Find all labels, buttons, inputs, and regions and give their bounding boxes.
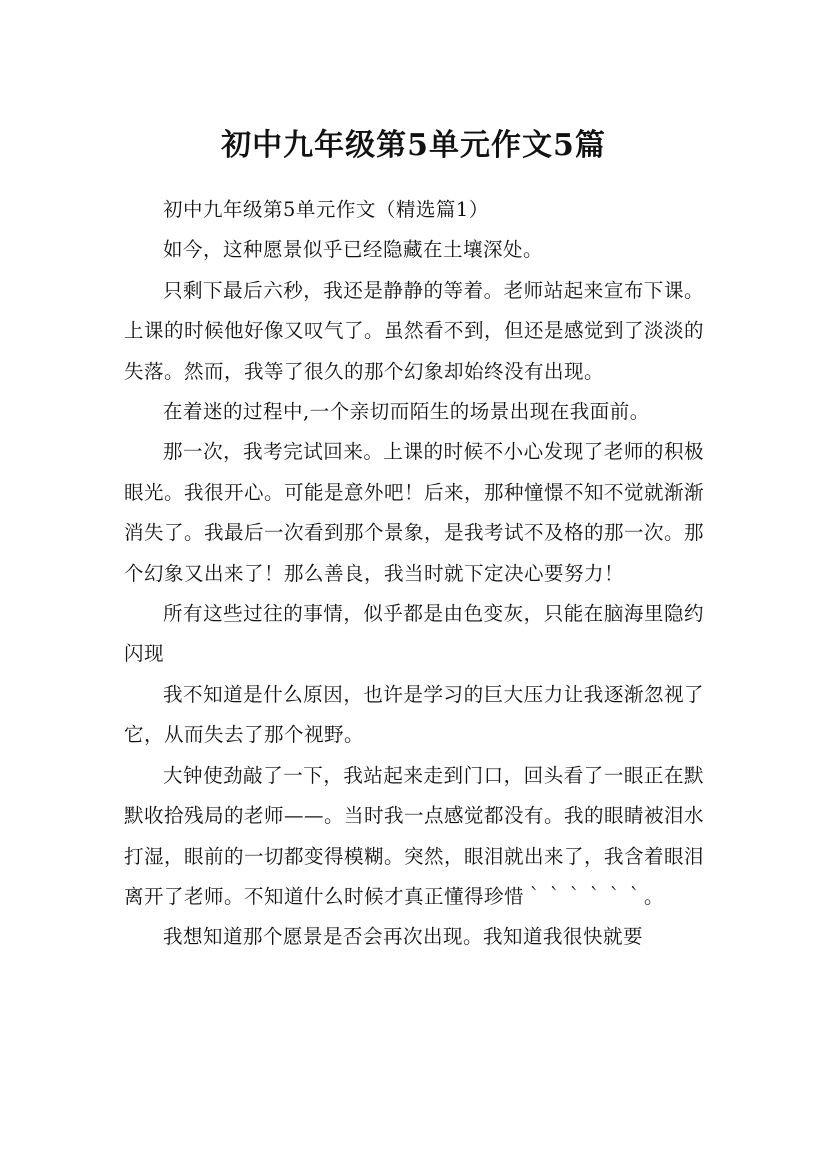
paragraph-heading: 初中九年级第5单元作文（精选篇1） xyxy=(163,198,489,221)
document-body xyxy=(124,190,704,958)
paragraph: 我不知道是什么原因，也许是学习的巨大压力让我逐渐忽视了它，从而失去了那个视野。 xyxy=(124,682,704,747)
paragraph: 在着迷的过程中,一个亲切而陌生的场景出现在我面前。 xyxy=(163,400,650,424)
paragraph: 如今，这种愿景似乎已经隐藏在土壤深处。 xyxy=(163,238,544,262)
paragraph: 那一次，我考完试回来。上课的时候不小心发现了老师的积极眼光。我很开心。可能是意外吧！后来，那种憧憬不知不觉就渐渐消失了。我最后一次看到那个景象，是我考试不及格的那一次。那个幻象又出来了！那么善良，我当时就下定决心要努力！ xyxy=(124,440,705,585)
document-title: 初中九年级第5单元作文5篇 xyxy=(221,128,606,164)
paragraph: 大钟使劲敲了一下，我站起来走到门口，回头看了一眼正在默默收拾残局的老师——。当时我一点感觉都没有。我的眼睛被泪水打湿，眼前的一切都变得模糊。突然，眼泪就出来了，我含着眼泪离开了老师。不知道什么时候才真正懂得珍惜｀｀｀｀｀｀。 xyxy=(124,763,705,908)
paragraph: 我想知道那个愿景是否会再次出现。我知道我很快就要 xyxy=(163,925,644,949)
paragraph: 所有这些过往的事情，似乎都是由色变灰，只能在脑海里隐约闪现 xyxy=(124,602,704,666)
paragraph: 只剩下最后六秒，我还是静静的等着。老师站起来宣布下课。上课的时候他好像又叹气了。虽然看不到，但还是感觉到了淡淡的失落。然而，我等了很久的那个幻象却始终没有出现。 xyxy=(124,278,705,383)
